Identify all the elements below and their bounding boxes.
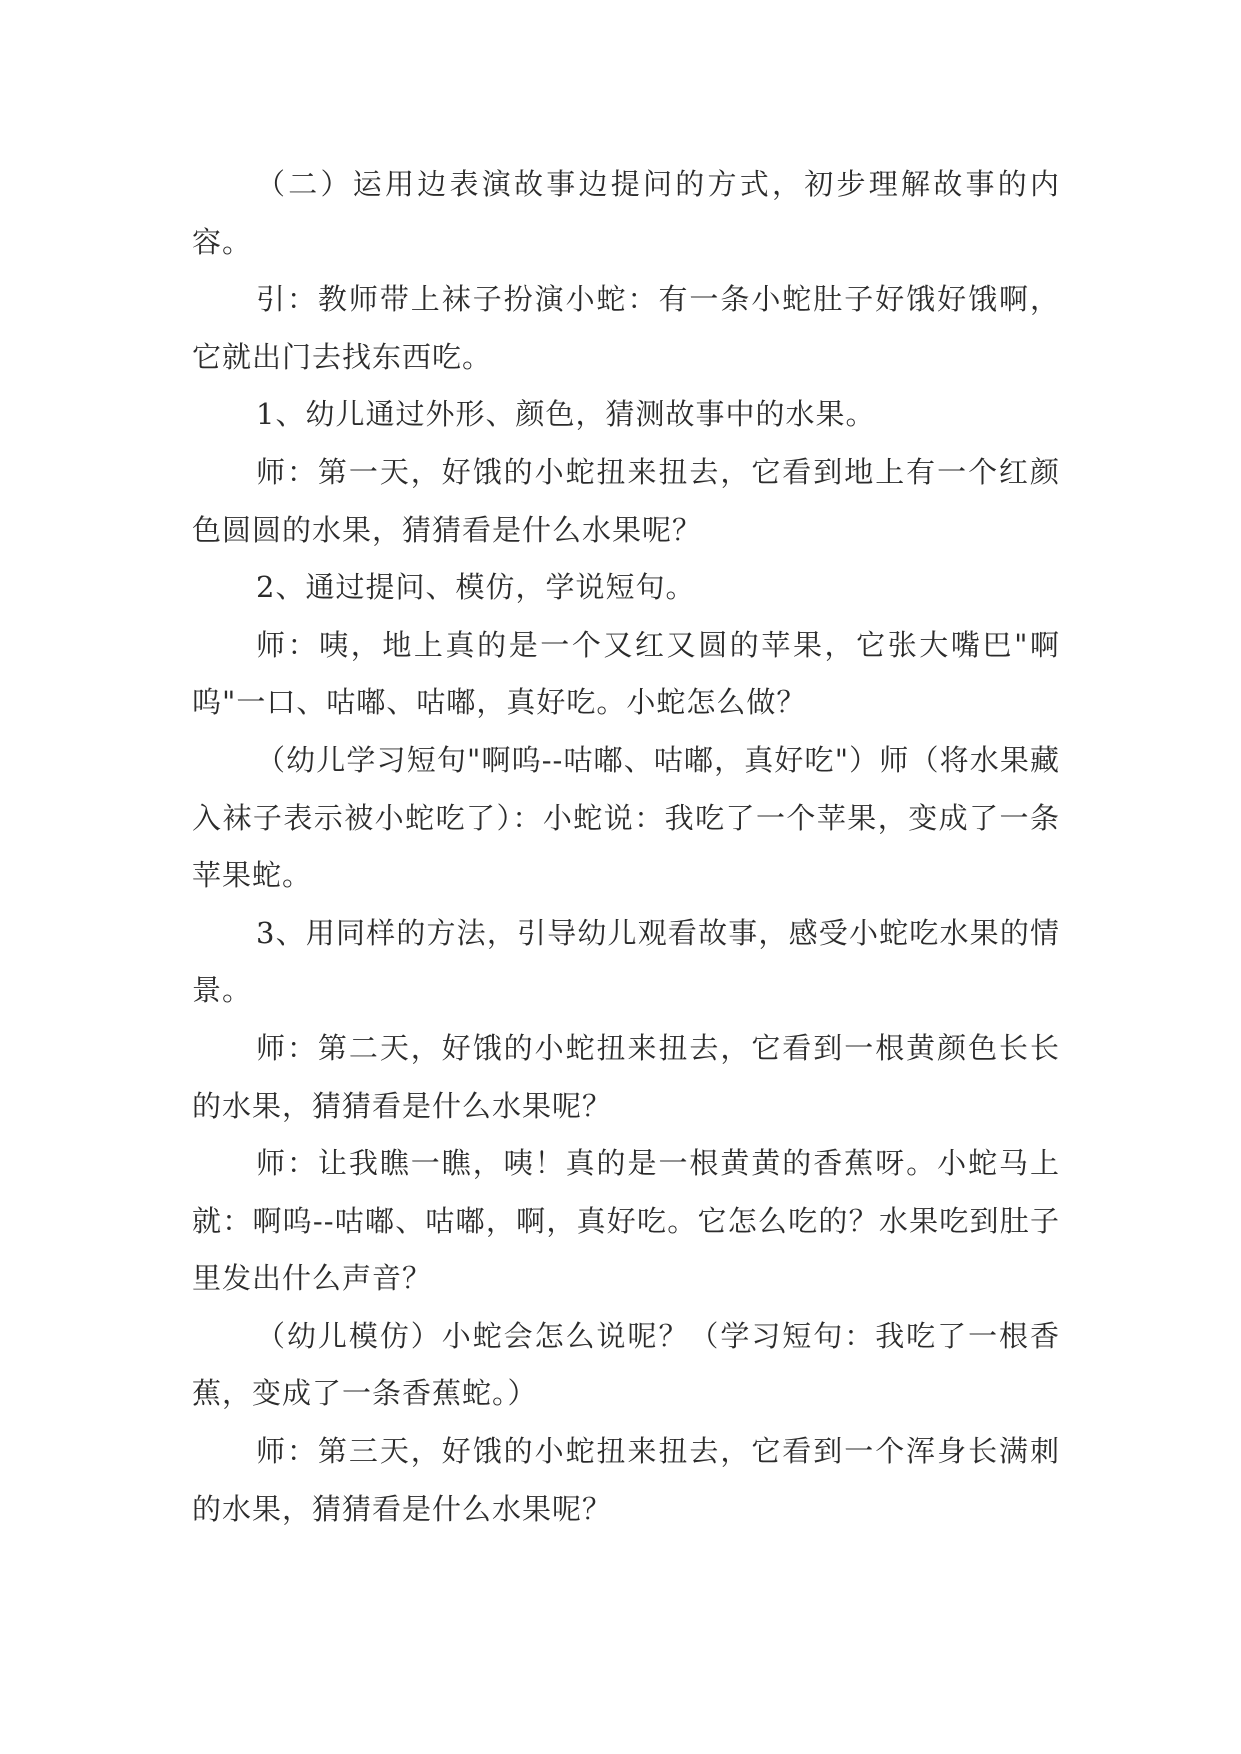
paragraph: 引：教师带上袜子扮演小蛇：有一条小蛇肚子好饿好饿啊，它就出门去找东西吃。 [192, 282, 1060, 374]
paragraph: （幼儿学习短句"啊呜--咕嘟、咕嘟，真好吃"）师（将水果藏入袜子表示被小蛇吃了）：小蛇说：我吃了一个苹果，变成了一条苹果蛇。 [192, 742, 1060, 893]
paragraph: 3、用同样的方法，引导幼儿观看故事，感受小蛇吃水果的情景。 [192, 915, 1060, 1008]
document-body [192, 156, 1060, 1538]
paragraph: 师：第一天，好饿的小蛇扭来扭去，它看到地上有一个红颜色圆圆的水果，猜猜看是什么水果呢？ [192, 454, 1060, 547]
paragraph: 师：第二天，好饿的小蛇扭来扭去，它看到一根黄颜色长长的水果，猜猜看是什么水果呢？ [192, 1030, 1060, 1123]
paragraph: （幼儿模仿）小蛇会怎么说呢？（学习短句：我吃了一根香蕉，变成了一条香蕉蛇。） [192, 1318, 1060, 1411]
paragraph: （二）运用边表演故事边提问的方式，初步理解故事的内容。 [192, 167, 1060, 259]
paragraph: 1、幼儿通过外形、颜色，猜测故事中的水果。 [256, 397, 876, 432]
paragraph: 师：咦，地上真的是一个又红又圆的苹果，它张大嘴巴"啊呜"一口、咕嘟、咕嘟，真好吃。小蛇怎么做？ [192, 627, 1060, 720]
paragraph: 2、通过提问、模仿，学说短句。 [256, 570, 696, 605]
paragraph: 师：第三天，好饿的小蛇扭来扭去，它看到一个浑身长满刺的水果，猜猜看是什么水果呢？ [192, 1434, 1060, 1526]
paragraph: 师：让我瞧一瞧，咦！真的是一根黄黄的香蕉呀。小蛇马上就：啊呜--咕嘟、咕嘟，啊，真好吃。它怎么吃的？水果吃到肚子里发出什么声音？ [192, 1146, 1060, 1296]
